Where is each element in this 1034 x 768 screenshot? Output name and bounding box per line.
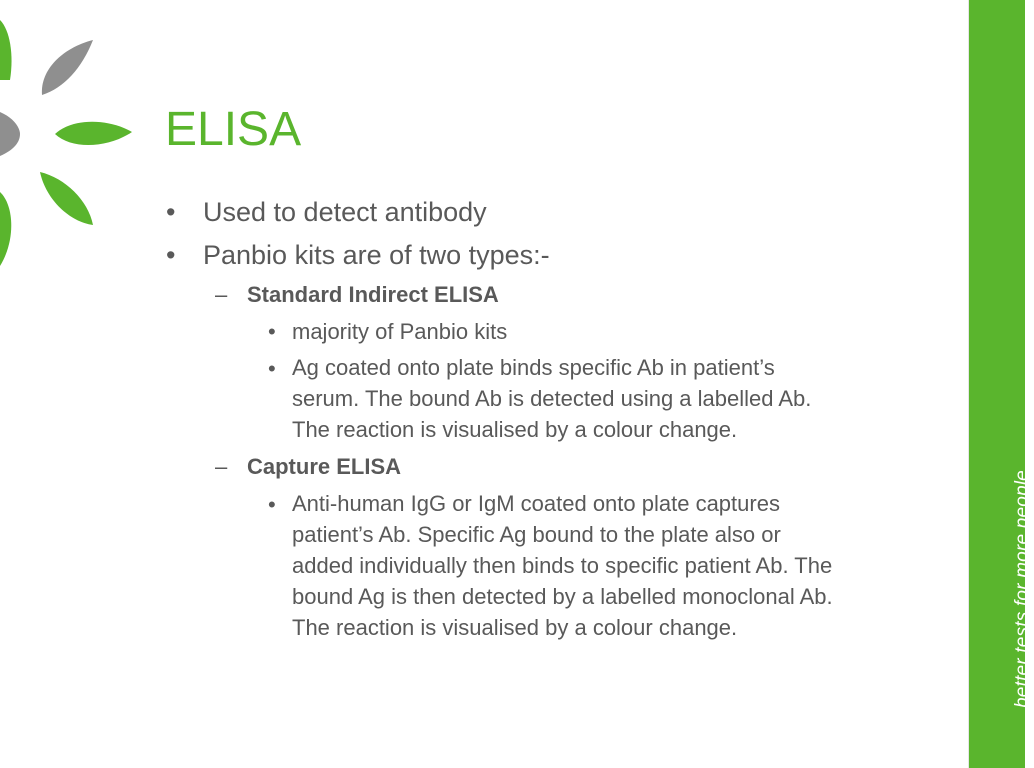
heading-standard-indirect: Standard Indirect ELISA [247,282,499,307]
item-anti-human-line-1: Anti-human IgG or IgM coated onto plate captures [292,491,780,516]
item-anti-human-line-4: bound Ag is then detected by a labelled monoclonal Ab. [292,584,833,609]
bullet-marker: • [166,240,176,270]
item-ag-coated-line-3: The reaction is visualised by a colour change. [292,417,738,442]
brand-tagline: better tests for more people [1012,470,1033,708]
heading-capture: Capture ELISA [247,454,402,479]
leaf-gray-left [0,112,20,156]
item-anti-human [292,488,833,643]
dot-marker: • [268,356,276,381]
bullet-panbio-kits: Panbio kits are of two types:- [203,240,550,270]
dot-marker: • [268,492,276,517]
item-ag-coated-line-2: serum. The bound Ab is detected using a labelled Ab. [292,386,812,411]
leaf-green-bottom-left [0,192,11,266]
item-ag-coated [292,352,811,445]
item-anti-human-line-2: patient’s Ab. Specific Ag bound to the plate also or [292,522,781,547]
leaf-green-lower [40,172,93,225]
dash-marker: – [215,454,228,479]
bullet-used-to-detect: Used to detect antibody [203,197,487,227]
item-anti-human-line-5: The reaction is visualised by a colour change. [292,615,738,640]
item-anti-human-line-3: added individually then binds to specific patient Ab. The [292,553,833,578]
leaf-green-top-left [0,20,12,80]
slide-title: ELISA [165,103,302,156]
dash-marker: – [215,282,228,307]
dot-marker: • [268,319,276,344]
item-majority: majority of Panbio kits [292,319,508,344]
leaf-gray-top [42,40,93,95]
leaf-green-middle [55,122,132,145]
leaf-logo-icon [0,0,140,280]
item-ag-coated-line-1: Ag coated onto plate binds specific Ab in patient’s [292,355,775,380]
bullet-marker: • [166,197,176,227]
